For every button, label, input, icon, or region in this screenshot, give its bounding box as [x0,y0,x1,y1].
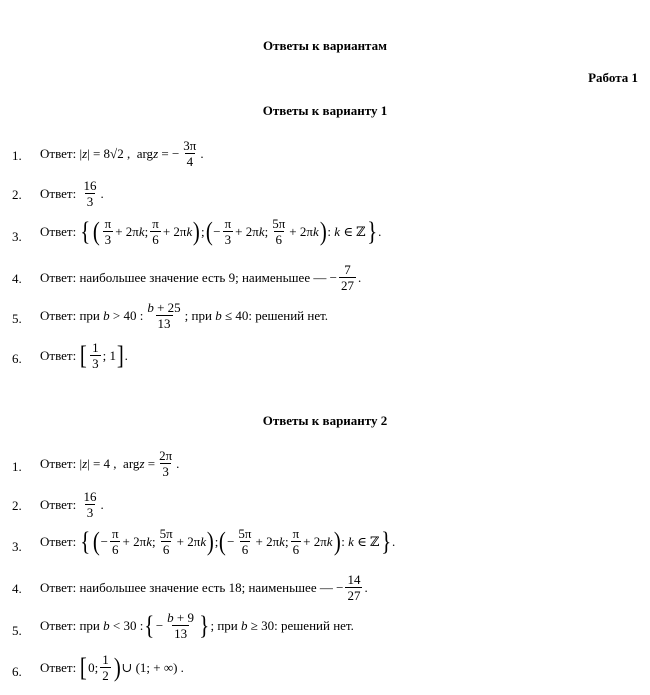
v1-num-1: 1. [12,148,22,163]
v1-answer-3: Ответ: { ( $\frac{\pi}{3}$ + 2πk; $\frac{\pi}{6}$ + 2πk ) ; ( − $\frac{\pi}{3}$ + 2πk; $\frac{5\pi}{6}$ + 2πk ) : k ∈ ℤ } . [40,216,382,247]
v1-answer-1: Ответ: |z| = 8√2 , argz = − $\frac{3\pi}{4}$ . [40,138,204,169]
v2-num-2: 2. [12,498,22,513]
v1-num-2: 2. [12,187,22,202]
v1-num-5: 5. [12,311,22,326]
v2-answer-2: Ответ: $\frac{16}{3}$ . [40,489,104,520]
v2-answer-5: Ответ: при b < 30 : { − $\frac{b + 9}{13}$ } ; при b ≥ 30 : решений нет. [40,610,354,641]
v2-answer-3: Ответ: { ( − $\frac{\pi}{6}$ + 2πk; $\frac{5\pi}{6}$ + 2πk ) ; ( − $\frac{5\pi}{6}$ + 2πk; $\frac{\pi}{6}$ + 2πk ) : k ∈ ℤ } . [40,526,396,557]
v2-num-5: 5. [12,623,22,638]
v1-num-6: 6. [12,351,22,366]
v2-num-4: 4. [12,581,22,596]
v1-answer-5: Ответ: при b > 40 : $\frac{b + 25}{13}$ ; при b ≤ 40 : решений нет. [40,300,329,331]
v2-answer-6: Ответ: [ 0; $\frac{1}{2}$ ) ∪ (1; + ∞) . [40,652,184,683]
page-title: Ответы к вариантам [263,38,387,53]
v1-num-4: 4. [12,271,22,286]
v1-num-3: 3. [12,229,22,244]
variant1-heading: Ответы к варианту 1 [262,103,388,118]
v2-num-6: 6. [12,664,22,679]
v2-answer-4: Ответ: наибольшее значение есть 18; наименьшее — − $\frac{14}{27}$ . [40,572,368,603]
v2-answer-1: Ответ: |z| = 4 , argz = $\frac{2\pi}{3}$ . [40,448,180,479]
v2-num-3: 3. [12,539,22,554]
v1-answer-2: Ответ: $\frac{16}{3}$ . [40,178,104,209]
v1-answer-4: Ответ: наибольшее значение есть 9; наименьшее — − $\frac{7}{27}$ . [40,262,362,293]
variant2-heading: Ответы к варианту 2 [262,413,388,428]
work-label: Работа 1 [588,70,638,85]
v1-answer-6: Ответ: [ $\frac{1}{3}$ ; 1 ] . [40,340,128,371]
v2-num-1: 1. [12,459,22,474]
